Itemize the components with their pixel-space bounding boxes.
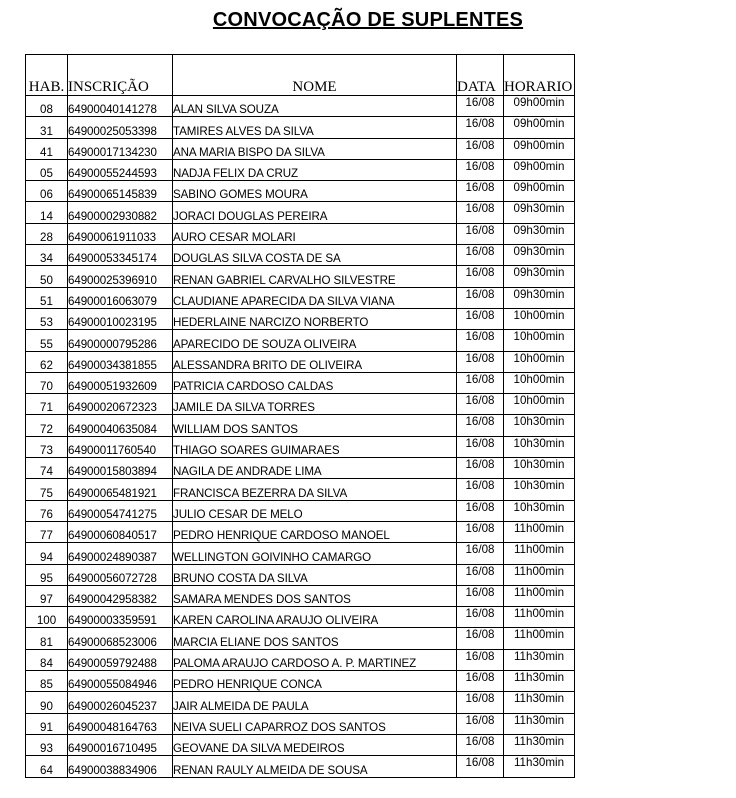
cell-data: 16/08 bbox=[457, 628, 504, 649]
cell-horario: 10h30min bbox=[504, 458, 575, 479]
cell-data: 16/08 bbox=[457, 479, 504, 500]
cell-nome: BRUNO COSTA DA SILVA bbox=[173, 564, 457, 585]
cell-hab: 51 bbox=[26, 287, 68, 308]
cell-data: 16/08 bbox=[457, 117, 504, 138]
cell-hab: 50 bbox=[26, 266, 68, 287]
table-row bbox=[26, 564, 575, 585]
cell-nome: WELLINGTON GOIVINHO CAMARGO bbox=[173, 543, 457, 564]
cell-horario: 09h30min bbox=[504, 245, 575, 266]
cell-horario: 11h00min bbox=[504, 543, 575, 564]
cell-hab: 53 bbox=[26, 308, 68, 329]
cell-nome: HEDERLAINE NARCIZO NORBERTO bbox=[173, 308, 457, 329]
cell-hab: 34 bbox=[26, 245, 68, 266]
cell-hab: 93 bbox=[26, 734, 68, 755]
cell-hab: 94 bbox=[26, 543, 68, 564]
cell-data: 16/08 bbox=[457, 543, 504, 564]
table-row bbox=[26, 394, 575, 415]
cell-hab: 05 bbox=[26, 159, 68, 180]
cell-inscricao: 64900003359591 bbox=[68, 607, 173, 628]
header-hab: HAB. bbox=[26, 55, 68, 96]
cell-nome: PATRICIA CARDOSO CALDAS bbox=[173, 372, 457, 393]
cell-nome: JAMILE DA SILVA TORRES bbox=[173, 394, 457, 415]
cell-nome: JULIO CESAR DE MELO bbox=[173, 500, 457, 521]
cell-horario: 10h30min bbox=[504, 479, 575, 500]
cell-inscricao: 64900065145839 bbox=[68, 181, 173, 202]
cell-horario: 10h00min bbox=[504, 351, 575, 372]
cell-horario: 11h30min bbox=[504, 713, 575, 734]
table-row bbox=[26, 734, 575, 755]
cell-hab: 14 bbox=[26, 202, 68, 223]
cell-nome: ALAN SILVA SOUZA bbox=[173, 96, 457, 117]
cell-horario: 10h30min bbox=[504, 500, 575, 521]
table-row bbox=[26, 159, 575, 180]
cell-nome: ANA MARIA BISPO DA SILVA bbox=[173, 138, 457, 159]
cell-horario: 11h00min bbox=[504, 585, 575, 606]
cell-inscricao: 64900038834906 bbox=[68, 756, 173, 777]
cell-data: 16/08 bbox=[457, 223, 504, 244]
cell-nome: MARCIA ELIANE DOS SANTOS bbox=[173, 628, 457, 649]
cell-hab: 95 bbox=[26, 564, 68, 585]
cell-nome: JAIR ALMEIDA DE PAULA bbox=[173, 692, 457, 713]
cell-horario: 09h00min bbox=[504, 117, 575, 138]
cell-inscricao: 64900065481921 bbox=[68, 479, 173, 500]
table-row bbox=[26, 181, 575, 202]
table-row bbox=[26, 436, 575, 457]
cell-nome: NEIVA SUELI CAPARROZ DOS SANTOS bbox=[173, 713, 457, 734]
cell-inscricao: 64900017134230 bbox=[68, 138, 173, 159]
table-row bbox=[26, 500, 575, 521]
cell-nome: AURO CESAR MOLARI bbox=[173, 223, 457, 244]
cell-horario: 10h00min bbox=[504, 330, 575, 351]
table-row bbox=[26, 96, 575, 117]
cell-inscricao: 64900002930882 bbox=[68, 202, 173, 223]
cell-hab: 55 bbox=[26, 330, 68, 351]
cell-data: 16/08 bbox=[457, 308, 504, 329]
cell-inscricao: 64900016063079 bbox=[68, 287, 173, 308]
table-row bbox=[26, 628, 575, 649]
cell-inscricao: 64900053345174 bbox=[68, 245, 173, 266]
cell-inscricao: 64900055084946 bbox=[68, 671, 173, 692]
cell-horario: 11h30min bbox=[504, 756, 575, 777]
cell-data: 16/08 bbox=[457, 458, 504, 479]
cell-hab: 84 bbox=[26, 649, 68, 670]
cell-nome: NAGILA DE ANDRADE LIMA bbox=[173, 458, 457, 479]
cell-data: 16/08 bbox=[457, 649, 504, 670]
table-body bbox=[26, 96, 575, 778]
cell-horario: 10h30min bbox=[504, 415, 575, 436]
cell-hab: 62 bbox=[26, 351, 68, 372]
cell-data: 16/08 bbox=[457, 202, 504, 223]
cell-horario: 11h30min bbox=[504, 671, 575, 692]
cell-data: 16/08 bbox=[457, 692, 504, 713]
cell-nome: APARECIDO DE SOUZA OLIVEIRA bbox=[173, 330, 457, 351]
cell-data: 16/08 bbox=[457, 756, 504, 777]
table-row bbox=[26, 308, 575, 329]
cell-inscricao: 64900026045237 bbox=[68, 692, 173, 713]
table-row bbox=[26, 479, 575, 500]
cell-hab: 85 bbox=[26, 671, 68, 692]
cell-inscricao: 64900020672323 bbox=[68, 394, 173, 415]
table-row bbox=[26, 692, 575, 713]
cell-horario: 09h00min bbox=[504, 159, 575, 180]
table-row bbox=[26, 351, 575, 372]
table-row bbox=[26, 202, 575, 223]
cell-inscricao: 64900025053398 bbox=[68, 117, 173, 138]
cell-horario: 09h30min bbox=[504, 266, 575, 287]
cell-horario: 10h00min bbox=[504, 394, 575, 415]
cell-hab: 91 bbox=[26, 713, 68, 734]
cell-nome: GEOVANE DA SILVA MEDEIROS bbox=[173, 734, 457, 755]
cell-data: 16/08 bbox=[457, 245, 504, 266]
cell-hab: 28 bbox=[26, 223, 68, 244]
cell-data: 16/08 bbox=[457, 159, 504, 180]
cell-horario: 10h30min bbox=[504, 436, 575, 457]
cell-hab: 100 bbox=[26, 607, 68, 628]
cell-inscricao: 64900059792488 bbox=[68, 649, 173, 670]
cell-nome: KAREN CAROLINA ARAUJO OLIVEIRA bbox=[173, 607, 457, 628]
cell-inscricao: 64900040635084 bbox=[68, 415, 173, 436]
cell-hab: 72 bbox=[26, 415, 68, 436]
cell-inscricao: 64900016710495 bbox=[68, 734, 173, 755]
cell-horario: 11h30min bbox=[504, 734, 575, 755]
header-data: DATA bbox=[457, 55, 504, 96]
table-row bbox=[26, 372, 575, 393]
table-row bbox=[26, 266, 575, 287]
cell-horario: 09h30min bbox=[504, 287, 575, 308]
cell-hab: 73 bbox=[26, 436, 68, 457]
cell-inscricao: 64900025396910 bbox=[68, 266, 173, 287]
cell-horario: 11h30min bbox=[504, 692, 575, 713]
table-row bbox=[26, 521, 575, 542]
table-row bbox=[26, 223, 575, 244]
cell-nome: RENAN RAULY ALMEIDA DE SOUSA bbox=[173, 756, 457, 777]
cell-horario: 09h00min bbox=[504, 96, 575, 117]
cell-horario: 11h30min bbox=[504, 649, 575, 670]
cell-data: 16/08 bbox=[457, 734, 504, 755]
cell-nome: SABINO GOMES MOURA bbox=[173, 181, 457, 202]
cell-horario: 09h30min bbox=[504, 223, 575, 244]
cell-nome: DOUGLAS SILVA COSTA DE SA bbox=[173, 245, 457, 266]
cell-inscricao: 64900054741275 bbox=[68, 500, 173, 521]
cell-inscricao: 64900061911033 bbox=[68, 223, 173, 244]
cell-data: 16/08 bbox=[457, 415, 504, 436]
cell-data: 16/08 bbox=[457, 266, 504, 287]
cell-horario: 10h00min bbox=[504, 372, 575, 393]
cell-data: 16/08 bbox=[457, 585, 504, 606]
cell-nome: SAMARA MENDES DOS SANTOS bbox=[173, 585, 457, 606]
cell-hab: 41 bbox=[26, 138, 68, 159]
cell-inscricao: 64900010023195 bbox=[68, 308, 173, 329]
cell-hab: 76 bbox=[26, 500, 68, 521]
cell-horario: 11h00min bbox=[504, 628, 575, 649]
table-row bbox=[26, 649, 575, 670]
table-row bbox=[26, 245, 575, 266]
table-row bbox=[26, 671, 575, 692]
cell-data: 16/08 bbox=[457, 607, 504, 628]
table-row bbox=[26, 543, 575, 564]
cell-inscricao: 64900055244593 bbox=[68, 159, 173, 180]
cell-nome: JORACI DOUGLAS PEREIRA bbox=[173, 202, 457, 223]
table-row bbox=[26, 138, 575, 159]
cell-data: 16/08 bbox=[457, 138, 504, 159]
cell-inscricao: 64900024890387 bbox=[68, 543, 173, 564]
table-row bbox=[26, 330, 575, 351]
cell-nome: FRANCISCA BEZERRA DA SILVA bbox=[173, 479, 457, 500]
table-row bbox=[26, 607, 575, 628]
table-row bbox=[26, 458, 575, 479]
cell-hab: 06 bbox=[26, 181, 68, 202]
document-title: CONVOCAÇÃO DE SUPLENTES bbox=[212, 9, 524, 31]
cell-inscricao: 64900042958382 bbox=[68, 585, 173, 606]
cell-data: 16/08 bbox=[457, 330, 504, 351]
cell-data: 16/08 bbox=[457, 564, 504, 585]
cell-data: 16/08 bbox=[457, 372, 504, 393]
cell-hab: 90 bbox=[26, 692, 68, 713]
cell-data: 16/08 bbox=[457, 500, 504, 521]
cell-horario: 09h00min bbox=[504, 181, 575, 202]
cell-hab: 77 bbox=[26, 521, 68, 542]
cell-data: 16/08 bbox=[457, 394, 504, 415]
cell-data: 16/08 bbox=[457, 436, 504, 457]
cell-inscricao: 64900048164763 bbox=[68, 713, 173, 734]
cell-data: 16/08 bbox=[457, 671, 504, 692]
cell-inscricao: 64900015803894 bbox=[68, 458, 173, 479]
cell-horario: 11h00min bbox=[504, 564, 575, 585]
cell-hab: 97 bbox=[26, 585, 68, 606]
cell-data: 16/08 bbox=[457, 181, 504, 202]
table-row bbox=[26, 415, 575, 436]
cell-data: 16/08 bbox=[457, 521, 504, 542]
cell-horario: 11h00min bbox=[504, 607, 575, 628]
cell-hab: 08 bbox=[26, 96, 68, 117]
cell-inscricao: 64900056072728 bbox=[68, 564, 173, 585]
cell-hab: 81 bbox=[26, 628, 68, 649]
cell-nome: NADJA FELIX DA CRUZ bbox=[173, 159, 457, 180]
cell-nome: THIAGO SOARES GUIMARAES bbox=[173, 436, 457, 457]
cell-hab: 31 bbox=[26, 117, 68, 138]
cell-horario: 09h30min bbox=[504, 202, 575, 223]
header-nome: NOME bbox=[173, 55, 457, 96]
cell-nome: PEDRO HENRIQUE CONCA bbox=[173, 671, 457, 692]
cell-nome: ALESSANDRA BRITO DE OLIVEIRA bbox=[173, 351, 457, 372]
cell-data: 16/08 bbox=[457, 96, 504, 117]
cell-inscricao: 64900051932609 bbox=[68, 372, 173, 393]
cell-nome: WILLIAM DOS SANTOS bbox=[173, 415, 457, 436]
cell-horario: 09h00min bbox=[504, 138, 575, 159]
cell-nome: RENAN GABRIEL CARVALHO SILVESTRE bbox=[173, 266, 457, 287]
cell-nome: CLAUDIANE APARECIDA DA SILVA VIANA bbox=[173, 287, 457, 308]
header-horario: HORARIO bbox=[504, 55, 575, 96]
cell-inscricao: 64900000795286 bbox=[68, 330, 173, 351]
cell-data: 16/08 bbox=[457, 287, 504, 308]
table-row bbox=[26, 117, 575, 138]
cell-inscricao: 64900040141278 bbox=[68, 96, 173, 117]
cell-data: 16/08 bbox=[457, 351, 504, 372]
table-row bbox=[26, 756, 575, 777]
header-inscricao: INSCRIÇÃO bbox=[68, 55, 173, 96]
cell-inscricao: 64900060840517 bbox=[68, 521, 173, 542]
cell-hab: 64 bbox=[26, 756, 68, 777]
cell-hab: 70 bbox=[26, 372, 68, 393]
cell-inscricao: 64900011760540 bbox=[68, 436, 173, 457]
table-row bbox=[26, 585, 575, 606]
cell-data: 16/08 bbox=[457, 713, 504, 734]
cell-horario: 11h00min bbox=[504, 521, 575, 542]
table-row bbox=[26, 713, 575, 734]
cell-nome: PEDRO HENRIQUE CARDOSO MANOEL bbox=[173, 521, 457, 542]
cell-inscricao: 64900068523006 bbox=[68, 628, 173, 649]
cell-nome: TAMIRES ALVES DA SILVA bbox=[173, 117, 457, 138]
cell-hab: 75 bbox=[26, 479, 68, 500]
cell-hab: 71 bbox=[26, 394, 68, 415]
table-row bbox=[26, 287, 575, 308]
cell-horario: 10h00min bbox=[504, 308, 575, 329]
substitutes-table bbox=[25, 54, 575, 778]
cell-nome: PALOMA ARAUJO CARDOSO A. P. MARTINEZ bbox=[173, 649, 457, 670]
cell-hab: 74 bbox=[26, 458, 68, 479]
table-header-row bbox=[26, 55, 575, 96]
cell-inscricao: 64900034381855 bbox=[68, 351, 173, 372]
